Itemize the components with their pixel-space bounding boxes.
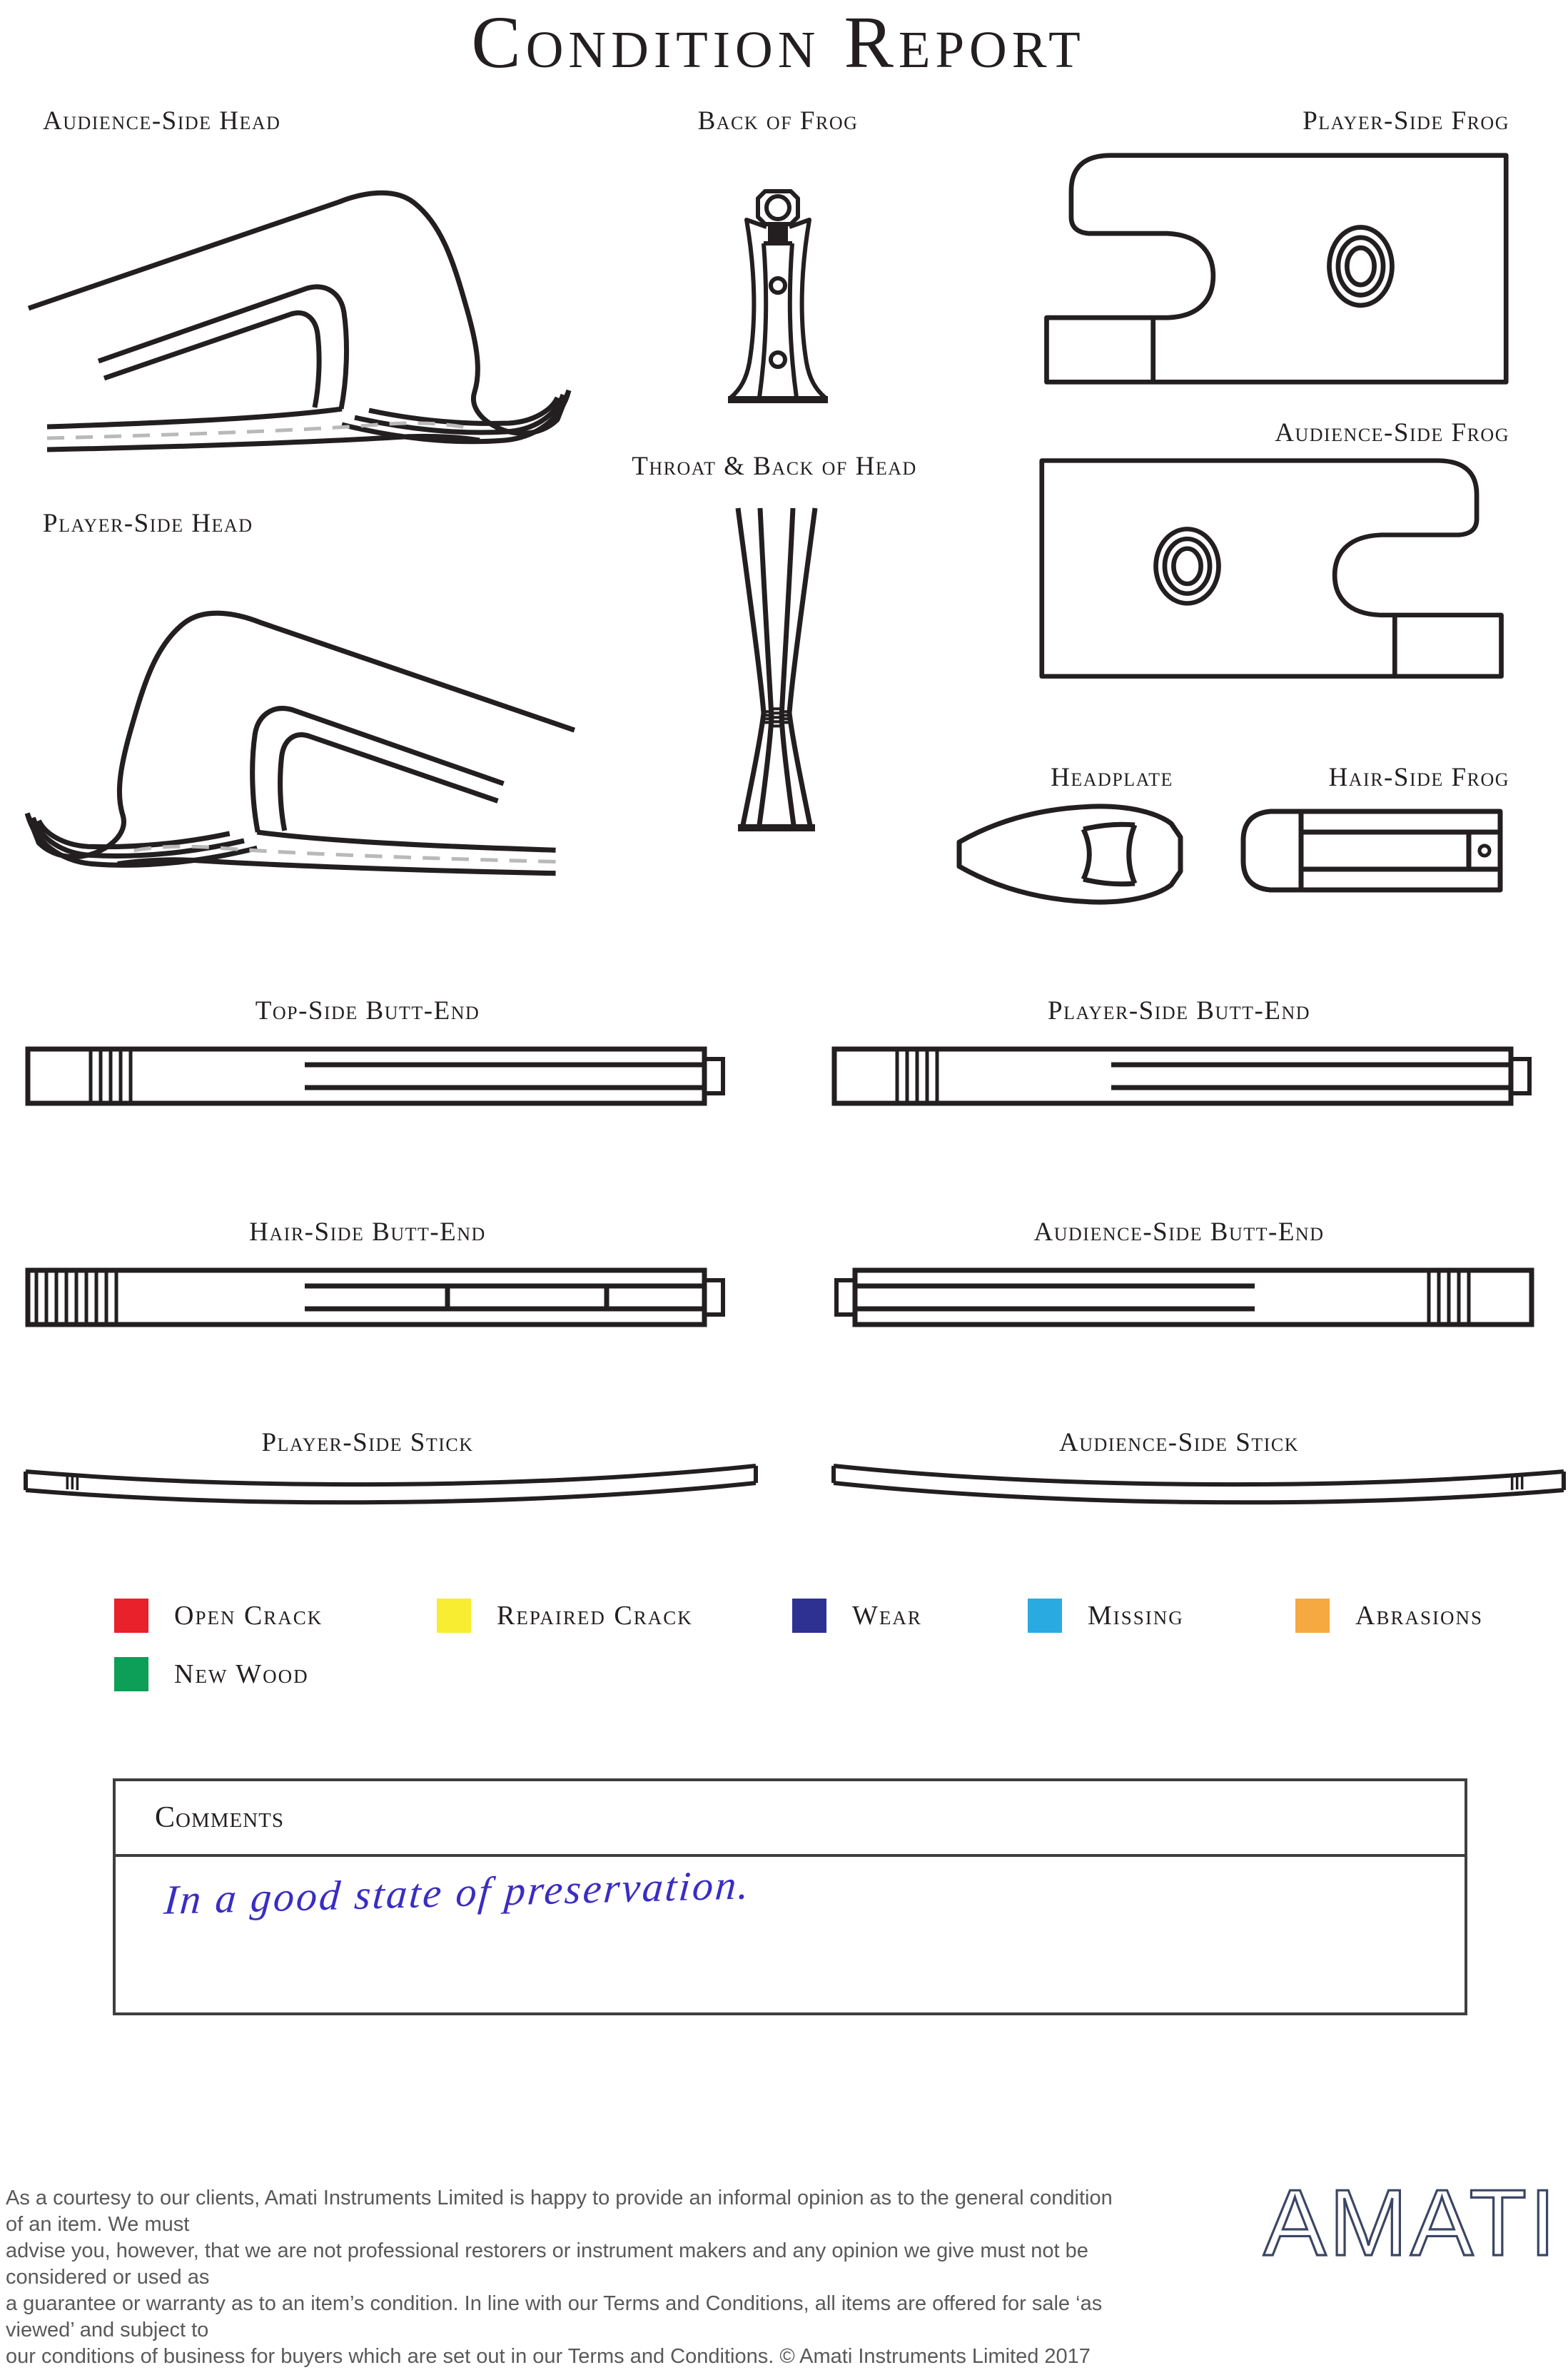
label-back-of-frog: Back of Frog	[697, 106, 859, 136]
legend-item-missing	[1028, 1599, 1184, 1633]
back-of-frog-drawing	[714, 184, 842, 405]
comments-header: Comments	[116, 1781, 1465, 1857]
open-crack-swatch	[114, 1599, 148, 1633]
legend-label: Open Crack	[174, 1601, 323, 1631]
footer-line: advise you, however, that we are not professional restorers or instrument makers and any opinion we give must not be considered or used as	[6, 2239, 1088, 2289]
hair-side-frog-drawing	[1233, 808, 1508, 893]
player-side-head-drawing	[18, 562, 582, 888]
legend-label: Missing	[1088, 1601, 1184, 1631]
legend-label: Repaired Crack	[497, 1601, 693, 1631]
legend-label: New Wood	[174, 1659, 309, 1689]
label-audience-side-butt-end: Audience-Side Butt-End	[1033, 1217, 1325, 1247]
footer-disclaimer	[6, 2185, 1126, 2370]
label-audience-side-stick: Audience-Side Stick	[1058, 1428, 1300, 1457]
handwritten-comment: In a good state of preservation.	[162, 1861, 753, 1923]
page-title: Condition Report	[471, 1, 1086, 83]
hair-side-butt-end-drawing	[25, 1265, 728, 1330]
audience-side-stick-drawing	[829, 1462, 1568, 1503]
label-audience-side-head: Audience-Side Head	[43, 106, 281, 136]
repaired-crack-swatch	[437, 1599, 471, 1633]
missing-swatch	[1028, 1599, 1062, 1633]
legend-item-abrasions	[1295, 1599, 1483, 1633]
amati-logo	[1263, 2170, 1559, 2279]
footer-line: a guarantee or warranty as to an item’s condition. In line with our Terms and Conditions, all items are offered for sale ‘as viewed’ and subject to	[6, 2292, 1103, 2341]
top-side-butt-end-drawing	[25, 1043, 728, 1109]
legend-item-new-wood	[114, 1657, 309, 1691]
legend-item-wear	[792, 1599, 922, 1633]
amati-logo-text: AMATI	[1263, 2170, 1559, 2275]
comments-box	[113, 1778, 1467, 2015]
label-headplate: Headplate	[1051, 763, 1173, 792]
abrasions-swatch	[1295, 1599, 1330, 1633]
audience-side-butt-end-drawing	[831, 1265, 1534, 1330]
headplate-drawing	[955, 801, 1190, 908]
label-player-side-head: Player-Side Head	[43, 509, 253, 538]
throat-back-of-head-drawing	[719, 505, 834, 835]
label-player-side-stick: Player-Side Stick	[261, 1428, 474, 1457]
legend-item-open-crack	[114, 1599, 323, 1633]
player-side-stick-drawing	[21, 1462, 760, 1503]
player-side-frog-drawing	[1038, 151, 1509, 388]
audience-side-frog-drawing	[1038, 457, 1509, 682]
label-hair-side-frog: Hair-Side Frog	[1328, 763, 1509, 792]
label-player-side-butt-end: Player-Side Butt-End	[1047, 996, 1311, 1026]
wear-swatch	[792, 1599, 826, 1633]
label-audience-side-frog: Audience-Side Frog	[1275, 418, 1509, 447]
label-player-side-frog: Player-Side Frog	[1303, 106, 1509, 136]
new-wood-swatch	[114, 1657, 148, 1691]
label-top-side-butt-end: Top-Side Butt-End	[255, 996, 480, 1026]
legend-item-repaired-crack	[437, 1599, 693, 1633]
footer-line: As a courtesy to our clients, Amati Instruments Limited is happy to provide an informal opinion as to the general condition of an item. We must	[6, 2187, 1113, 2236]
audience-side-head-drawing	[21, 143, 578, 464]
player-side-butt-end-drawing	[831, 1043, 1534, 1109]
legend-label: Wear	[852, 1601, 922, 1631]
legend-label: Abrasions	[1355, 1601, 1483, 1631]
label-hair-side-butt-end: Hair-Side Butt-End	[249, 1217, 486, 1247]
footer-line: our conditions of business for buyers which are set out in our Terms and Conditions. © Amati Instruments Limited 2017	[6, 2345, 1091, 2368]
label-throat-back-of-head: Throat & Back of Head	[632, 452, 917, 481]
